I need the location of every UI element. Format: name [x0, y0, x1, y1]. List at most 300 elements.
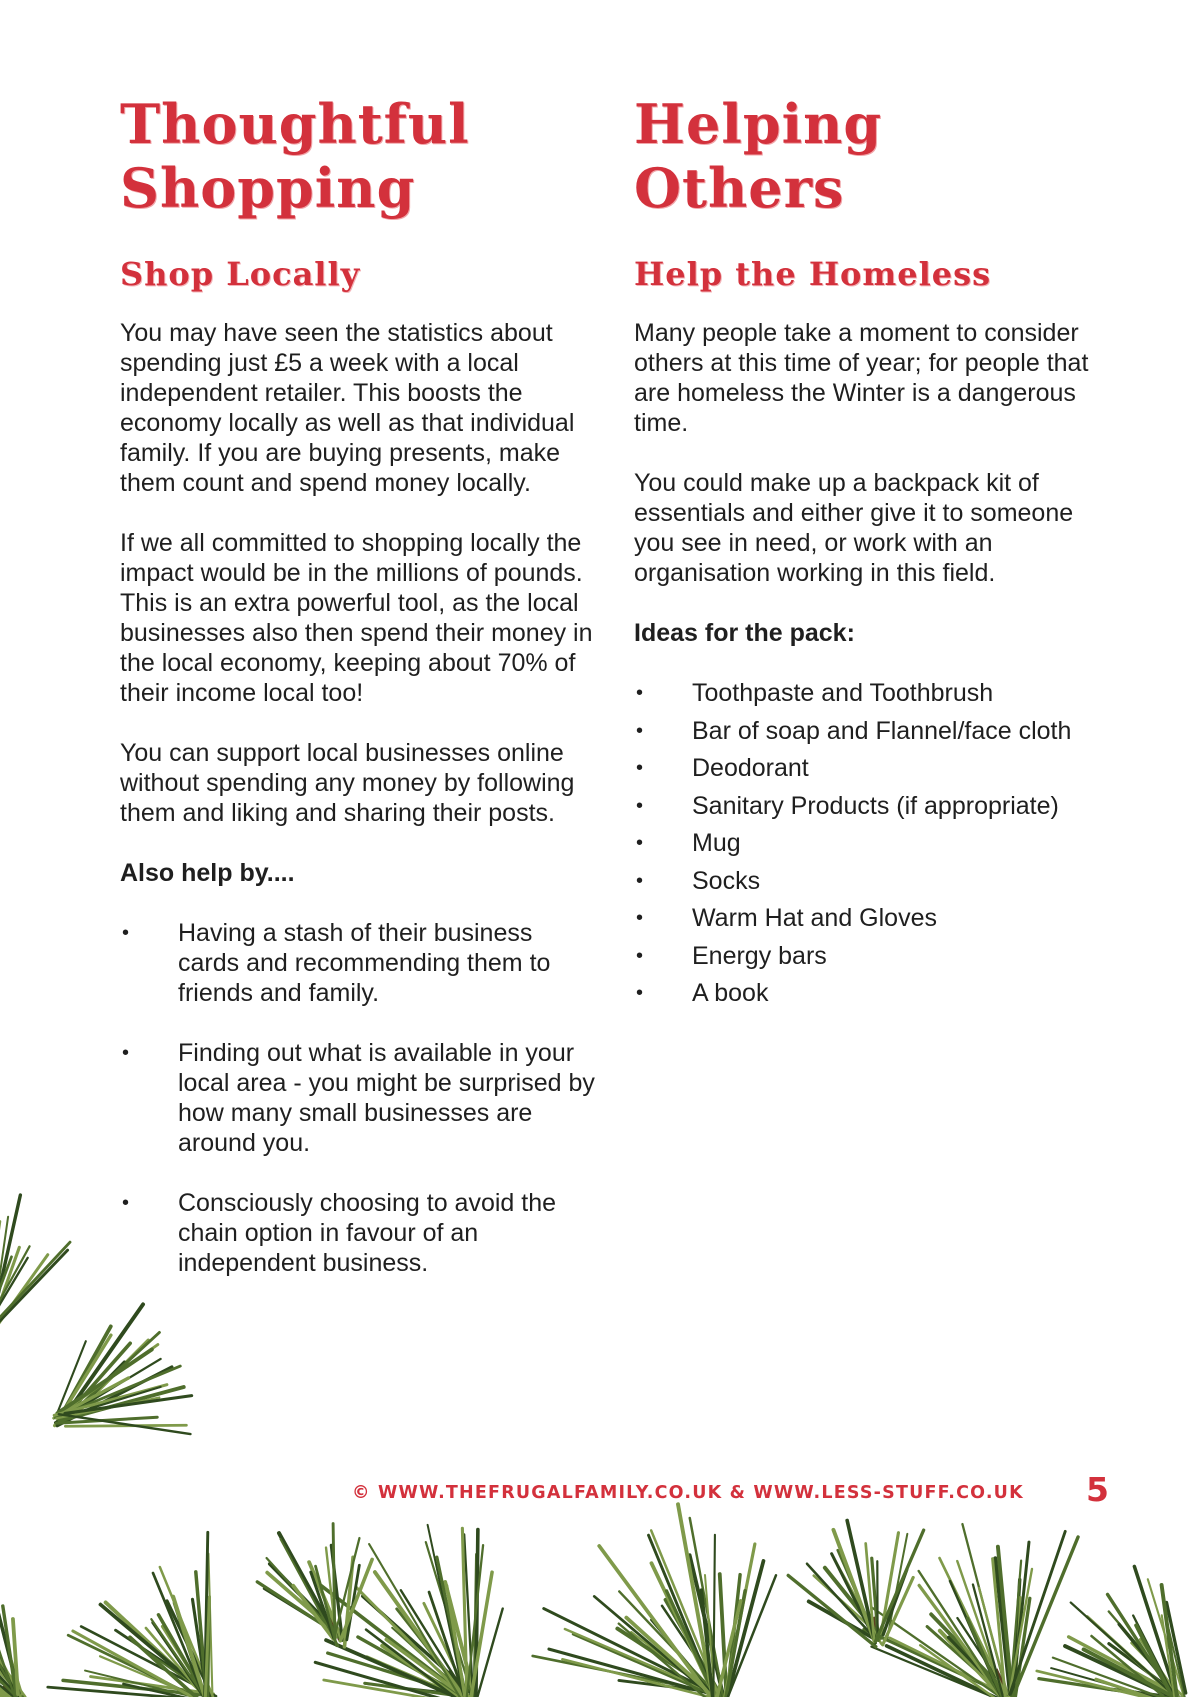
pine-needle: [63, 1680, 213, 1695]
list-item: [120, 1038, 598, 1158]
pine-needle: [1071, 1603, 1176, 1697]
pine-needle: [1092, 1636, 1174, 1697]
pine-needle: [0, 1612, 26, 1696]
pine-needle: [85, 1671, 209, 1697]
pine-needle: [1096, 1679, 1177, 1697]
pine-needle: [48, 1687, 205, 1697]
pine-needle: [594, 1596, 723, 1697]
pine-stem-4: [449, 1671, 470, 1697]
pine-needle: [927, 1627, 1014, 1697]
pine-needle: [1136, 1625, 1177, 1697]
list-item-text: A book: [692, 979, 769, 1007]
pine-needle: [1167, 1623, 1186, 1697]
pack-ideas-title: Ideas for the pack:: [634, 619, 855, 647]
pine-needle: [0, 1687, 15, 1697]
list-item: [120, 918, 598, 1008]
right-column: [634, 92, 1104, 1008]
list-item-text: Toothpaste and Toothbrush: [692, 679, 994, 707]
pine-needle: [993, 1559, 1007, 1697]
pine-needle: [1108, 1594, 1175, 1697]
left-heading-line2: Shopping: [120, 156, 416, 220]
pine-needle: [57, 1349, 151, 1413]
left-heading: [120, 92, 598, 220]
pine-needle: [429, 1592, 466, 1697]
pine-needle: [65, 1425, 186, 1426]
pine-needle: [196, 1572, 207, 1697]
pine-needle: [872, 1558, 879, 1640]
pine-needle: [967, 1618, 1005, 1697]
pine-needle: [81, 1626, 216, 1696]
pine-needle: [192, 1599, 207, 1697]
pine-needle: [4, 1636, 22, 1694]
pine-needle: [949, 1637, 1015, 1697]
pine-needle: [116, 1630, 212, 1694]
pine-needle: [705, 1575, 715, 1697]
pine-needle: [267, 1558, 339, 1638]
list-item: [634, 866, 1104, 896]
pine-needle: [331, 1545, 342, 1640]
pine-needle: [1162, 1585, 1177, 1696]
pine-stem-6: [996, 1669, 1010, 1697]
pine-needle: [1109, 1611, 1179, 1693]
also-help-title: Also help by....: [120, 859, 295, 887]
pine-needle: [324, 1680, 475, 1697]
pine-needle: [366, 1630, 464, 1697]
pine-needle: [340, 1559, 372, 1640]
pine-needle: [1008, 1569, 1032, 1697]
pine-needle: [424, 1603, 471, 1697]
also-help-list: [120, 918, 598, 1278]
pine-stem-9: [874, 1617, 880, 1640]
pine-needle: [347, 1565, 359, 1640]
right-heading: [634, 92, 1104, 220]
pine-needle: [365, 1683, 472, 1697]
pine-needle: [1010, 1531, 1065, 1694]
pine-needle: [344, 1557, 353, 1646]
pine-needle: [0, 1619, 23, 1697]
bullet-icon: •: [122, 1042, 130, 1064]
list-item-text: Having a stash of their business cards and recommending them to friends and family.: [178, 919, 551, 1007]
pine-needle: [328, 1653, 464, 1695]
pine-needle: [445, 1582, 476, 1697]
pine-needle: [267, 1573, 336, 1634]
pine-needle: [57, 1367, 172, 1426]
pine-needle: [919, 1571, 1007, 1697]
pine-needle: [0, 1625, 23, 1697]
list-item-text: Socks: [692, 866, 761, 895]
left-paragraph-2: If we all committed to shopping locally the impact would be in the millions of pounds. This is an extra powerful tool, as the local businesses also then spend their money in the local economy, keeping about 70% of their income local too!: [120, 529, 593, 707]
pine-stem-1: [60, 1406, 84, 1420]
pine-needle: [626, 1618, 717, 1697]
pine-stem-8: [332, 1617, 340, 1640]
pine-needle: [55, 1366, 180, 1418]
pine-needle: [881, 1533, 898, 1634]
pine-needle: [470, 1572, 493, 1697]
pine-needle: [1109, 1644, 1177, 1694]
pine-needle: [60, 1343, 130, 1423]
pine-needle: [1051, 1668, 1175, 1697]
right-heading-line2: Others: [634, 156, 845, 220]
pine-needle: [264, 1589, 343, 1638]
pine-needle: [940, 1631, 1010, 1697]
pine-needle: [544, 1609, 719, 1696]
pine-needle: [358, 1637, 475, 1697]
pine-needle: [1053, 1658, 1174, 1697]
help-homeless-subheading: Help the Homeless: [634, 255, 992, 293]
pine-needle: [0, 1654, 18, 1697]
pine-needle: [382, 1646, 464, 1697]
list-item-text: Energy bars: [692, 941, 827, 970]
pine-needle: [0, 1625, 25, 1697]
bullet-icon: •: [122, 1192, 130, 1214]
list-item: [634, 903, 1104, 933]
pine-needle: [0, 1694, 22, 1695]
pine-needle: [280, 1539, 338, 1646]
bullet-icon: •: [636, 832, 644, 854]
bullet-icon: •: [636, 982, 644, 1004]
pine-needle: [474, 1554, 476, 1697]
pine-needle: [1065, 1646, 1182, 1697]
pine-needle: [91, 1677, 214, 1694]
list-item-text: Consciously choosing to avoid the chain option in favour of an independent business.: [178, 1189, 557, 1277]
pine-needle: [205, 1532, 208, 1697]
pine-needle: [0, 1258, 28, 1324]
pine-needle: [1106, 1689, 1183, 1697]
pine-needle: [619, 1680, 724, 1693]
pine-needle: [401, 1590, 472, 1697]
bullet-icon: •: [636, 794, 644, 817]
list-item: [634, 753, 1104, 783]
pine-needle: [175, 1603, 208, 1697]
bullet-icon: •: [636, 757, 644, 779]
left-paragraph-3: You can support local businesses online without spending any money by following them and liking and sharing their posts.: [120, 739, 575, 827]
pine-needle: [208, 1554, 212, 1697]
pine-needle: [1133, 1616, 1174, 1696]
pine-needle: [0, 1247, 19, 1330]
pine-needle: [270, 1564, 343, 1638]
pine-needle: [60, 1387, 161, 1418]
pine-needle: [1087, 1617, 1175, 1697]
pine-needle: [1015, 1597, 1020, 1695]
pine-needle: [573, 1634, 716, 1696]
pine-needle: [363, 1596, 473, 1694]
pine-needle: [153, 1623, 203, 1696]
pine-needle: [1013, 1580, 1020, 1697]
pine-needle: [1167, 1602, 1186, 1693]
pine-needle: [160, 1567, 217, 1697]
pine-needle: [130, 1637, 203, 1697]
pine-needle: [725, 1544, 755, 1697]
pine-needle: [382, 1583, 470, 1697]
pine-needle: [927, 1626, 1007, 1696]
pine-needle: [476, 1530, 478, 1697]
pine-needle: [0, 1246, 30, 1327]
pine-needle: [690, 1518, 725, 1697]
pine-needle: [1119, 1624, 1179, 1697]
pine-needle: [0, 1679, 16, 1697]
pine-needle: [998, 1547, 1013, 1697]
pine-needle: [973, 1585, 1003, 1697]
pine-needle: [726, 1591, 745, 1697]
pine-needle: [533, 1656, 724, 1694]
pine-needle: [309, 1562, 342, 1640]
pine-needle: [0, 1660, 17, 1697]
pine-needle: [13, 1619, 18, 1694]
pine-needle: [173, 1597, 207, 1697]
pine-needle: [1037, 1671, 1174, 1697]
pine-needle: [715, 1601, 740, 1697]
pine-needle: [1132, 1643, 1187, 1697]
pine-needle: [875, 1530, 923, 1641]
pine-needle: [866, 1543, 875, 1642]
pine-needle: [0, 1624, 25, 1697]
pine-needle: [883, 1577, 913, 1644]
pine-needle: [1012, 1537, 1078, 1697]
pine-stem-5: [701, 1667, 720, 1697]
pine-needle: [3, 1606, 18, 1697]
pine-needle: [293, 1586, 333, 1639]
pine-needle: [369, 1544, 464, 1697]
bullet-icon: •: [636, 907, 644, 929]
pine-stem-7: [1160, 1680, 1180, 1697]
left-paragraph-1: You may have seen the statistics about spending just £5 a week with a local independent retailer. This boosts the economy locally as well as that individual family. If you are buying presents, make them count and spend money locally.: [120, 319, 575, 497]
pine-needle: [326, 1548, 336, 1638]
pine-needle: [979, 1588, 1007, 1694]
pine-needle: [365, 1684, 473, 1696]
right-paragraph-2: You could make up a backpack kit of essentials and either give it to someone you see in need, or work with an organisation working in this field.: [634, 469, 1074, 587]
pine-needle: [426, 1542, 474, 1697]
pine-needle: [208, 1597, 210, 1697]
pine-needle: [1134, 1566, 1175, 1694]
pine-needle: [65, 1396, 192, 1414]
pine-needle: [54, 1385, 167, 1416]
pine-needle: [397, 1609, 465, 1696]
list-item: [634, 978, 1104, 1008]
pine-needle: [690, 1555, 725, 1697]
list-item-text: Sanitary Products (if appropriate): [692, 791, 1059, 820]
list-item-text: Bar of soap and Flannel/face cloth: [692, 716, 1072, 745]
pine-needle: [356, 1587, 465, 1697]
pine-needle: [720, 1574, 727, 1696]
bullet-icon: •: [636, 719, 644, 742]
pine-needle: [648, 1535, 718, 1697]
pine-needle: [0, 1195, 20, 1325]
list-item: [634, 828, 1104, 858]
pine-needle: [701, 1590, 713, 1697]
pine-needle: [631, 1632, 723, 1697]
pine-needle: [713, 1535, 715, 1697]
pine-needle: [146, 1628, 203, 1696]
pine-needle: [0, 1635, 17, 1697]
pine-needle: [549, 1649, 720, 1696]
pine-needle: [320, 1585, 464, 1696]
pine-needle: [0, 1601, 15, 1694]
pine-needle: [158, 1615, 207, 1697]
pine-needle: [1014, 1598, 1030, 1697]
pine-needle: [809, 1601, 875, 1638]
pine-needle: [666, 1600, 724, 1697]
pine-needle: [428, 1525, 466, 1697]
pine-needle: [0, 1654, 19, 1697]
pine-needle: [64, 1332, 159, 1420]
pine-needle: [1010, 1561, 1021, 1694]
pine-needle: [832, 1554, 875, 1639]
pine-needle: [163, 1626, 211, 1697]
pine-needle: [151, 1619, 206, 1697]
pine-needle: [727, 1575, 740, 1697]
pine-needle: [565, 1629, 715, 1693]
pine-needle: [887, 1534, 908, 1641]
pine-needle: [0, 1644, 19, 1697]
pine-needle: [957, 1561, 1004, 1697]
pine-needle: [619, 1624, 715, 1697]
pine-needle: [1162, 1615, 1176, 1697]
pine-needle: [56, 1417, 157, 1423]
list-item: [634, 791, 1104, 821]
pine-needle: [957, 1618, 1013, 1697]
pine-needle: [257, 1582, 337, 1634]
pine-needle: [0, 1255, 48, 1330]
pine-needle: [667, 1591, 719, 1697]
pine-needle: [651, 1563, 713, 1694]
pine-needle: [375, 1572, 463, 1696]
pine-needle: [962, 1524, 1007, 1694]
pine-needle: [475, 1609, 503, 1697]
pine-needle: [871, 1647, 1015, 1697]
pine-needle: [807, 1564, 875, 1639]
pine-needle: [0, 1217, 8, 1336]
pine-needle: [62, 1304, 143, 1419]
pine-needle: [725, 1575, 776, 1697]
pine-needle: [56, 1341, 86, 1417]
pine-needle: [1140, 1639, 1185, 1697]
list-item-text: Deodorant: [692, 754, 809, 782]
pine-needle: [0, 1257, 11, 1325]
pine-needle: [1084, 1649, 1186, 1697]
pine-needle: [871, 1607, 1004, 1697]
pine-needle: [1148, 1579, 1186, 1697]
pine-needle: [0, 1651, 15, 1696]
pine-needle: [367, 1657, 474, 1697]
pine-needle: [167, 1601, 215, 1697]
pine-needle: [0, 1680, 14, 1697]
list-item-text: Warm Hat and Gloves: [692, 904, 937, 932]
pine-needle: [467, 1545, 484, 1697]
pine-needle: [0, 1641, 17, 1697]
pine-needle: [838, 1550, 877, 1640]
pine-needle: [462, 1528, 467, 1697]
pine-needle: [1039, 1679, 1177, 1697]
pine-stem-0: [3, 1686, 20, 1697]
pine-needle: [326, 1640, 471, 1697]
pine-needle: [1069, 1637, 1177, 1695]
pine-needle: [788, 1575, 876, 1646]
list-item-text: Mug: [692, 829, 741, 857]
pine-needle: [883, 1569, 907, 1634]
pine-needle: [814, 1576, 879, 1635]
pine-needle: [392, 1628, 474, 1697]
pine-needle: [0, 1609, 19, 1693]
pine-needle: [311, 1572, 334, 1638]
pine-needle: [619, 1591, 722, 1697]
pine-needle: [0, 1242, 70, 1331]
bullet-icon: •: [636, 944, 644, 967]
pine-needle: [678, 1504, 713, 1697]
list-item-text: Finding out what is available in your local area - you might be surprised by how many small businesses are around you.: [178, 1039, 595, 1157]
pine-needle: [437, 1557, 468, 1697]
pine-needle: [847, 1521, 875, 1643]
pine-needle: [54, 1345, 158, 1419]
list-item: [634, 678, 1104, 708]
pine-needle: [0, 1250, 68, 1333]
list-item: [120, 1188, 598, 1278]
pine-needle: [0, 1675, 19, 1697]
pine-needle: [890, 1638, 1016, 1697]
pine-needle: [0, 1672, 18, 1695]
pine-needle: [73, 1631, 205, 1697]
pine-needle: [67, 1340, 148, 1421]
pine-needle: [464, 1534, 473, 1697]
pine-needle: [864, 1629, 1006, 1695]
footer-copyright: © WWW.THEFRUGALFAMILY.CO.UK & WWW.LESS-STUFF.CO.UK: [352, 1483, 1024, 1503]
pine-needle: [920, 1645, 1004, 1697]
bullet-icon: •: [636, 869, 644, 892]
pine-needle: [55, 1359, 160, 1423]
pine-needle: [58, 1326, 110, 1420]
pine-needle: [995, 1558, 1010, 1696]
right-heading-line1: Helping: [634, 92, 883, 156]
pine-needle: [106, 1602, 207, 1696]
pine-needle: [153, 1573, 207, 1697]
pine-needle: [617, 1629, 726, 1697]
list-item: [634, 941, 1104, 971]
pine-needle: [333, 1524, 335, 1638]
pine-needle: [447, 1586, 465, 1697]
pine-needle: [1012, 1542, 1029, 1697]
pine-needle: [205, 1597, 209, 1697]
pine-needle: [59, 1414, 191, 1434]
pine-needle: [950, 1581, 1005, 1697]
pine-needle: [833, 1530, 874, 1641]
pine-needle: [662, 1606, 722, 1695]
pine-needle: [386, 1639, 475, 1697]
pine-stem-3: [189, 1675, 210, 1697]
pine-needle: [100, 1656, 213, 1697]
pine-needle: [279, 1533, 334, 1633]
pine-needle: [599, 1546, 714, 1697]
bullet-icon: •: [122, 922, 130, 944]
pine-needle: [0, 1664, 16, 1697]
pine-needle: [55, 1335, 111, 1425]
list-item: [634, 716, 1104, 746]
pine-needle: [651, 1620, 719, 1697]
pine-needle: [315, 1662, 465, 1697]
pine-needle: [56, 1397, 159, 1418]
pine-needle: [316, 1566, 337, 1646]
pine-needle: [68, 1635, 212, 1697]
pine-needle: [59, 1387, 183, 1421]
left-heading-line1: Thoughtful: [120, 92, 470, 156]
bullet-icon: •: [636, 682, 644, 704]
pine-needle: [651, 1530, 718, 1693]
pine-needle: [67, 1362, 125, 1421]
pine-needle: [334, 1538, 359, 1638]
pine-needle: [123, 1684, 209, 1697]
pine-needle: [58, 1378, 128, 1416]
page-number: 5: [1086, 1470, 1109, 1509]
pine-needle: [0, 1629, 25, 1697]
pine-needle: [0, 1641, 21, 1697]
